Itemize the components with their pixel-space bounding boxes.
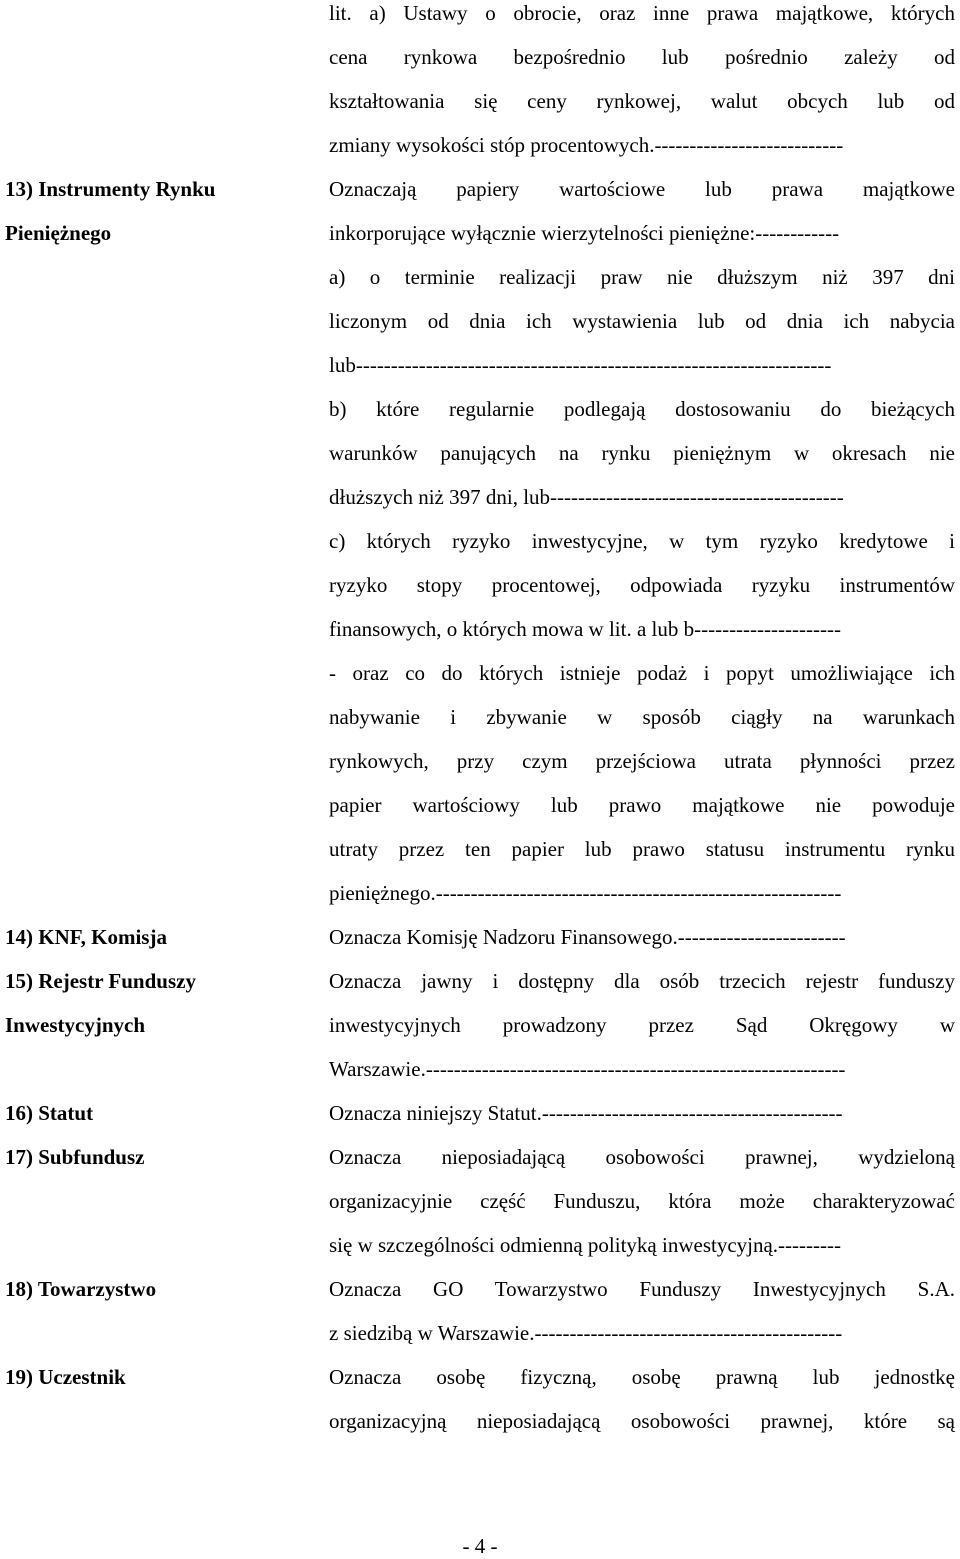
definition-line: b) które regularnie podlegają dostosowaniu do bieżących: [329, 397, 955, 421]
definition-term: 17) Subfundusz: [5, 1145, 145, 1169]
definition-line: pieniężnego.----------------------------------------------------------: [329, 881, 842, 905]
definition-line: c) których ryzyko inwestycyjne, w tym ryzyko kredytowe i: [329, 529, 955, 553]
definition-line: ryzyko stopy procentowej, odpowiada ryzyku instrumentów: [329, 573, 955, 597]
definition-line: lub--------------------------------------------------------------------: [329, 353, 832, 377]
definition-line: a) o terminie realizacji praw nie dłuższym niż 397 dni: [329, 265, 955, 289]
definition-line: Oznacza Komisję Nadzoru Finansowego.------------------------: [329, 925, 846, 949]
definition-term: 14) KNF, Komisja: [5, 925, 167, 949]
definition-line: liczonym od dnia ich wystawienia lub od dnia ich nabycia: [329, 309, 955, 333]
definition-line: Oznacza niniejszy Statut.-------------------------------------------: [329, 1101, 843, 1125]
definition-line: dłuższych niż 397 dni, lub------------------------------------------: [329, 485, 844, 509]
definition-line: inwestycyjnych prowadzony przez Sąd Okręgowy w: [329, 1013, 955, 1037]
page-number: - 4 -: [462, 1534, 498, 1558]
definition-line: Oznaczają papiery wartościowe lub prawa majątkowe: [329, 177, 955, 201]
definition-line: finansowych, o których mowa w lit. a lub b---------------------: [329, 617, 841, 641]
definition-line: warunków panujących na rynku pieniężnym w okresach nie: [329, 441, 955, 465]
definition-term: Pieniężnego: [5, 221, 112, 245]
definition-line: inkorporujące wyłącznie wierzytelności pieniężne:------------: [329, 221, 840, 245]
definition-line: Oznacza osobę fizyczną, osobę prawną lub jednostkę: [329, 1365, 955, 1389]
definition-line: rynkowych, przy czym przejściowa utrata płynności przez: [329, 749, 955, 773]
definition-term: Inwestycyjnych: [5, 1013, 145, 1037]
definition-line: Oznacza jawny i dostępny dla osób trzecich rejestr funduszy: [329, 969, 955, 993]
definition-line: się w szczególności odmienną polityką inwestycyjną.---------: [329, 1233, 841, 1257]
intro-line: kształtowania się ceny rynkowej, walut obcych lub od: [329, 89, 955, 113]
definition-line: Oznacza GO Towarzystwo Funduszy Inwestycyjnych S.A.: [329, 1277, 955, 1301]
intro-line: zmiany wysokości stóp procentowych.---------------------------: [329, 133, 844, 157]
intro-line: lit. a) Ustawy o obrocie, oraz inne prawa majątkowe, których: [329, 1, 955, 25]
intro-line: cena rynkowa bezpośrednio lub pośrednio zależy od: [329, 45, 955, 69]
definition-line: nabywanie i zbywanie w sposób ciągły na warunkach: [329, 705, 955, 729]
definition-term: 19) Uczestnik: [5, 1365, 126, 1389]
definition-line: organizacyjną nieposiadającą osobowości prawnej, które są: [329, 1409, 955, 1433]
definition-term: 15) Rejestr Funduszy: [5, 969, 196, 993]
definition-term: 16) Statut: [5, 1101, 94, 1125]
definition-term: 18) Towarzystwo: [5, 1277, 157, 1301]
definition-line: z siedzibą w Warszawie.--------------------------------------------: [329, 1321, 843, 1345]
definition-term: 13) Instrumenty Rynku: [5, 177, 216, 201]
definition-line: Warszawie.------------------------------------------------------------: [329, 1057, 846, 1081]
definition-line: papier wartościowy lub prawo majątkowe nie powoduje: [329, 793, 955, 817]
definition-line: organizacyjnie część Funduszu, która może charakteryzować: [329, 1189, 955, 1213]
definition-line: Oznacza nieposiadającą osobowości prawnej, wydzieloną: [329, 1145, 955, 1169]
definition-line: utraty przez ten papier lub prawo statusu instrumentu rynku: [329, 837, 955, 861]
definition-line: - oraz co do których istnieje podaż i popyt umożliwiające ich: [329, 661, 955, 685]
